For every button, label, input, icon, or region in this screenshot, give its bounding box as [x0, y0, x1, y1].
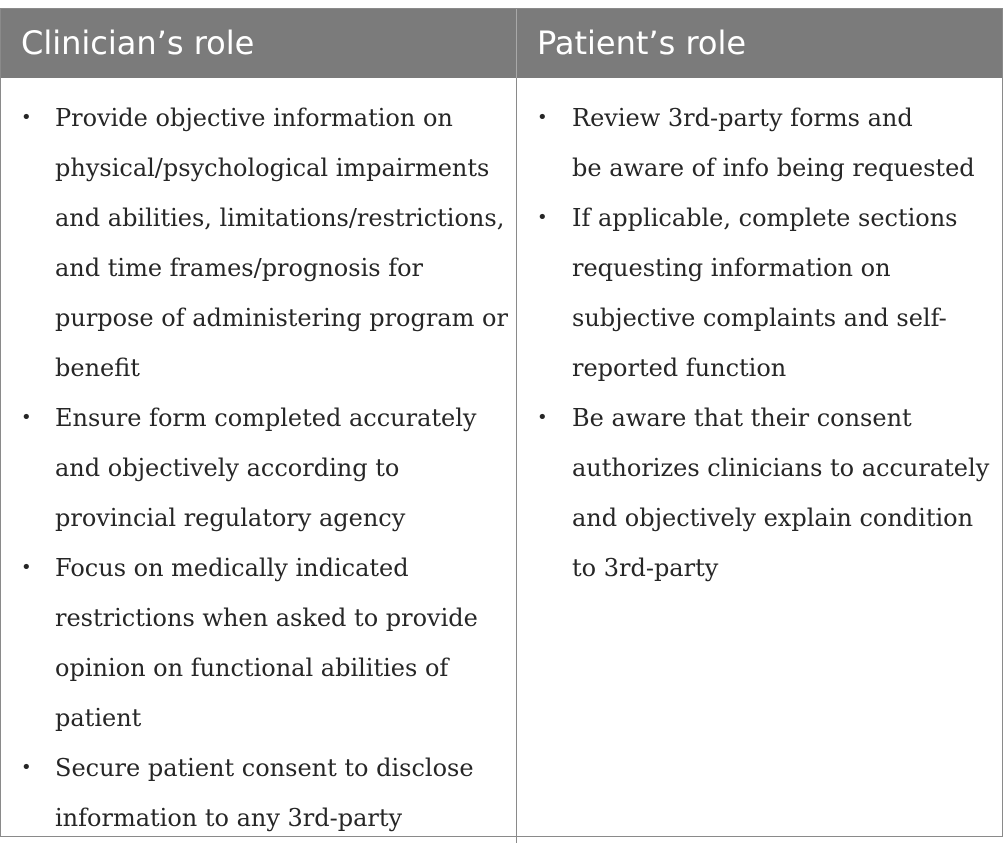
patient-item-2	[517, 193, 1002, 393]
patient-item-text: Review 3rd-party forms and be aware of info being requested	[572, 104, 975, 182]
clinician-item-text: Secure patient consent to disclose information to any 3rd-party	[55, 754, 474, 832]
patient-item-3	[517, 393, 1002, 593]
clinician-role-cell	[1, 78, 517, 843]
bullet-icon: •	[537, 207, 548, 228]
clinician-item-1	[1, 93, 516, 393]
bullet-icon: •	[21, 107, 32, 128]
clinician-item-text: Ensure form completed accurately and objectively according to provincial regulatory agency	[55, 404, 477, 532]
bullet-icon: •	[21, 407, 32, 428]
clinician-item-4	[1, 743, 516, 843]
bullet-icon: •	[21, 757, 32, 778]
header-patients-role: Patient’s role	[517, 9, 1002, 78]
bullet-icon: •	[537, 407, 548, 428]
bullet-icon: •	[21, 557, 32, 578]
patient-item-text: Be aware that their consent authorizes clinicians to accurately and objectively explain condition to 3rd-party	[572, 404, 990, 582]
header-clinicians-role: Clinician’s role	[1, 9, 517, 78]
clinician-item-2	[1, 393, 516, 543]
clinician-item-3	[1, 543, 516, 743]
bullet-icon: •	[537, 107, 548, 128]
patient-role-cell	[517, 78, 1002, 843]
patient-item-1	[517, 93, 1002, 193]
patient-role-list	[517, 93, 1002, 593]
clinician-item-text: Focus on medically indicated restrictions when asked to provide opinion on functional abilities of patient	[55, 554, 478, 732]
roles-table	[0, 8, 1003, 837]
clinician-role-list	[1, 93, 516, 843]
clinician-item-text: Provide objective information on physical/psychological impairments and abilities, limitations/restrictions, and time frames/prognosis for purpose of administering program or benefit	[55, 104, 508, 382]
patient-item-text: If applicable, complete sections requesting information on subjective complaints and self- reported function	[572, 204, 958, 382]
